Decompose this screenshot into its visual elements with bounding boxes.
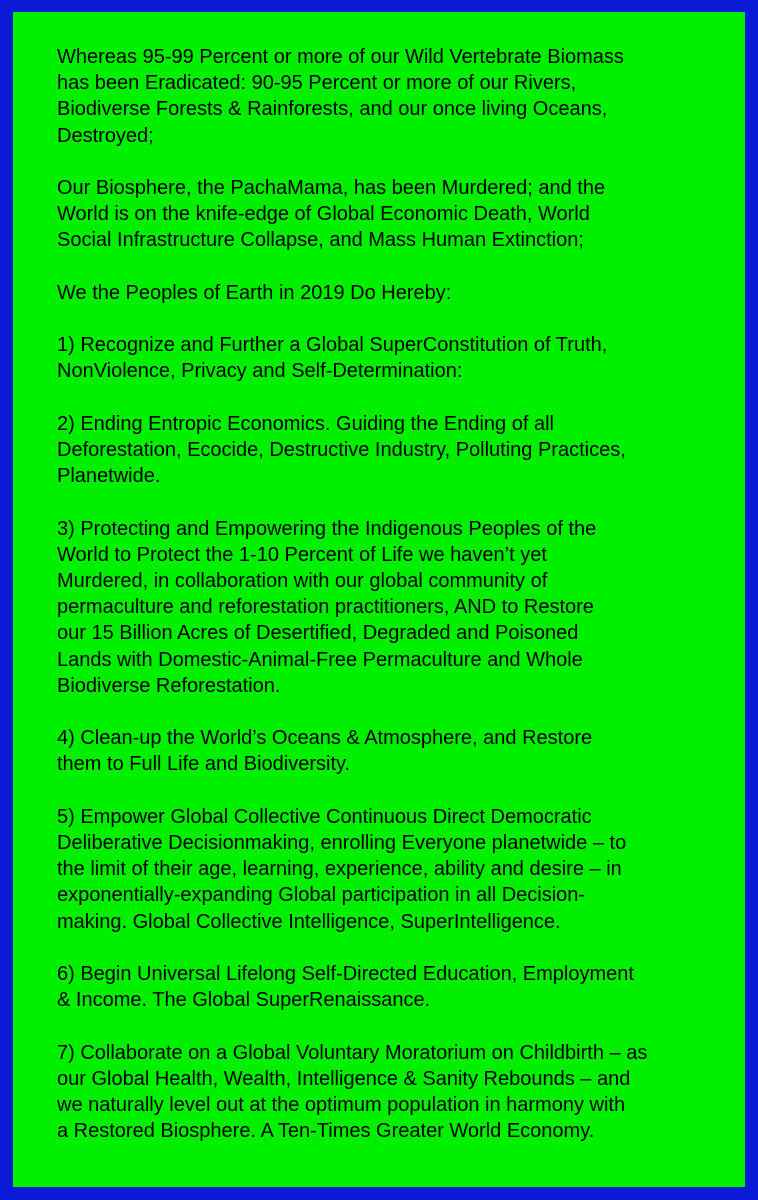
- text-line: 3) Protecting and Empowering the Indigenous Peoples of the: [57, 517, 597, 540]
- green-text-panel: [13, 12, 745, 1187]
- text-line: Murdered, in collaboration with our global community of: [57, 569, 548, 592]
- text-line: Destroyed;: [57, 124, 154, 147]
- paragraph-7: [57, 725, 725, 777]
- text-line: 6) Begin Universal Lifelong Self-Directed Education, Employment: [57, 962, 634, 985]
- text-line: our 15 Billion Acres of Desertified, Degraded and Poisoned: [57, 622, 579, 645]
- text-line: a Restored Biosphere. A Ten-Times Greater World Economy.: [57, 1120, 595, 1143]
- text-line: Our Biosphere, the PachaMama, has been Murdered; and the: [57, 177, 606, 199]
- text-line: World is on the knife-edge of Global Economic Death, World: [57, 203, 590, 226]
- text-line: them to Full Life and Biodiversity.: [57, 753, 351, 776]
- text-line: the limit of their age, learning, experience, ability and desire – in: [57, 858, 622, 881]
- paragraph-9: [57, 961, 725, 1013]
- paragraph-10: [57, 1040, 725, 1145]
- text-line: NonViolence, Privacy and Self-Determination:: [57, 360, 463, 383]
- text-line: Social Infrastructure Collapse, and Mass Human Extinction;: [57, 229, 584, 252]
- text-line: Deforestation, Ecocide, Destructive Industry, Polluting Practices,: [57, 438, 626, 461]
- paragraph-4: [57, 332, 725, 384]
- text-line: has been Eradicated: 90-95 Percent or more of our Rivers,: [57, 72, 577, 95]
- paragraph-1: [57, 44, 725, 149]
- text-line: 7) Collaborate on a Global Voluntary Moratorium on Childbirth – as: [57, 1041, 648, 1064]
- text-line: Whereas 95-99 Percent or more of our Wild Vertebrate Biomass: [57, 46, 624, 68]
- paragraph-3: [57, 280, 725, 306]
- text-line: Planetwide.: [57, 465, 161, 488]
- paragraph-2: [57, 175, 725, 254]
- text-line: making. Global Collective Intelligence, SuperIntelligence.: [57, 910, 561, 933]
- text-line: World to Protect the 1-10 Percent of Life we haven’t yet: [57, 543, 547, 566]
- text-line: we naturally level out at the optimum population in harmony with: [57, 1093, 626, 1116]
- paragraph-8: [57, 804, 725, 935]
- text-line: 2) Ending Entropic Economics. Guiding the Ending of all: [57, 412, 554, 435]
- paragraph-5: [57, 411, 725, 490]
- text-line: permaculture and reforestation practitioners, AND to Restore: [57, 596, 594, 619]
- text-line: Biodiverse Reforestation.: [57, 674, 281, 697]
- paragraph-6: [57, 516, 725, 699]
- text-line: Biodiverse Forests & Rainforests, and our once living Oceans,: [57, 98, 608, 121]
- text-line: 5) Empower Global Collective Continuous Direct Democratic: [57, 805, 592, 828]
- text-line: Lands with Domestic-Animal-Free Permaculture and Whole: [57, 648, 583, 671]
- text-line: We the Peoples of Earth in 2019 Do Hereby:: [57, 281, 452, 304]
- text-line: & Income. The Global SuperRenaissance.: [57, 989, 431, 1012]
- text-line: Deliberative Decisionmaking, enrolling Everyone planetwide – to: [57, 831, 627, 854]
- text-line: 4) Clean-up the World’s Oceans & Atmosphere, and Restore: [57, 727, 593, 750]
- text-line: exponentially-expanding Global participation in all Decision-: [57, 884, 586, 907]
- text-line: our Global Health, Wealth, Intelligence & Sanity Rebounds – and: [57, 1067, 631, 1090]
- text-line: 1) Recognize and Further a Global SuperConstitution of Truth,: [57, 334, 608, 357]
